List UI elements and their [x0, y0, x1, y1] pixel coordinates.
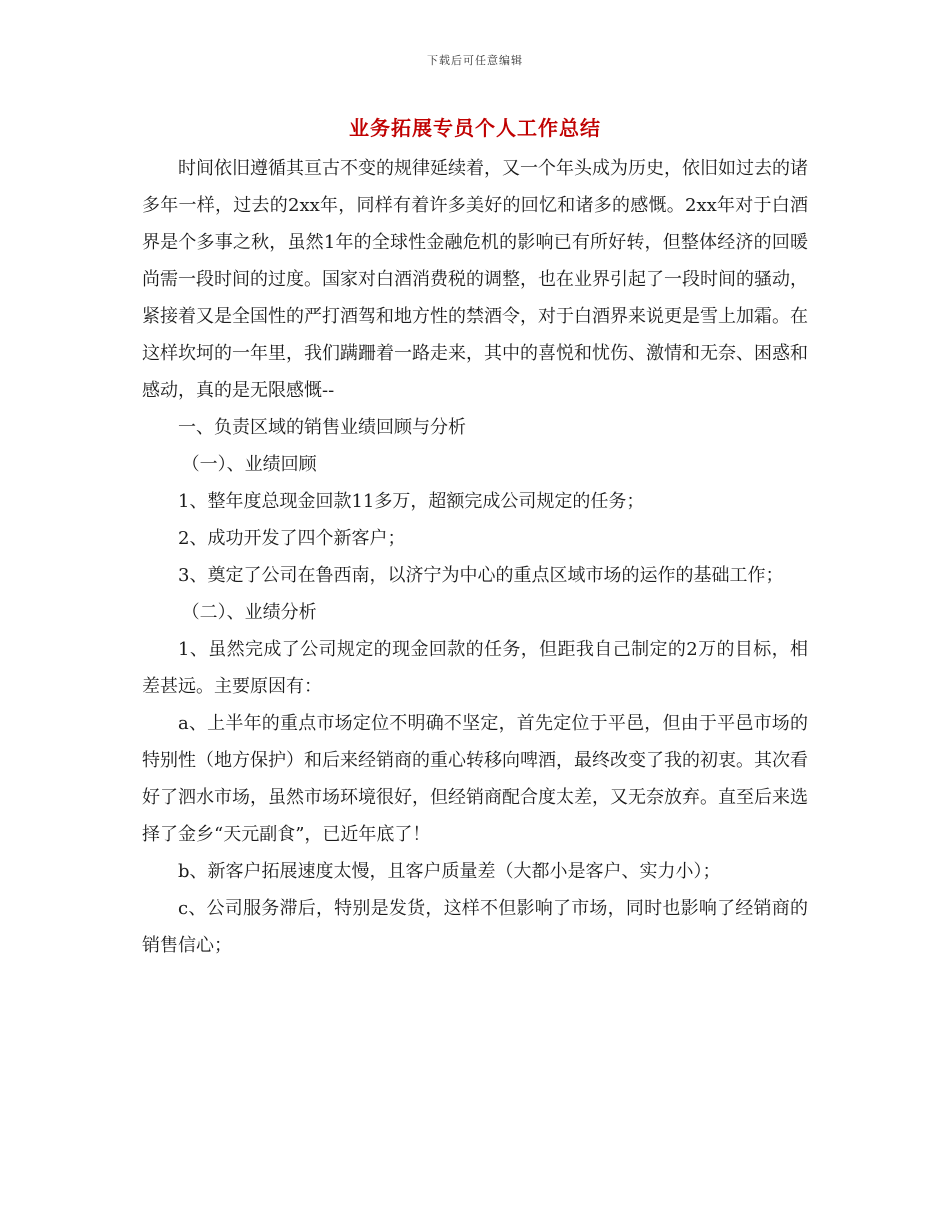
reason-paragraph: c、公司服务滞后，特别是发货，这样不但影响了市场，同时也影响了经销商的销售信心； — [142, 898, 808, 956]
intro-paragraph: 时间依旧遵循其亘古不变的规律延续着，又一个年头成为历史，依旧如过去的诸多年一样，过去的2xx年，同样有着许多美好的回忆和诸多的感慨。2xx年对于白酒界是个多事之秋，虽然1年的全球性金融危机的影响已有所好转，但整体经济的回暖尚需一段时间的过度。国家对白酒消费税的调整，也在业界引起了一段时间的骚动，紧接着又是全国性的严打酒驾和地方性的禁酒令，对于白酒界来说更是雪上加霜。在这样坎坷的一年里，我们蹒跚着一路走来，其中的喜悦和忧伤、激情和无奈、困惑和感动，真的是无限感慨-- — [142, 158, 808, 401]
document-title: 业务拓展专员个人工作总结 — [349, 116, 601, 140]
subsection-heading: （一）、业绩回顾 — [181, 454, 317, 475]
list-item: 1、虽然完成了公司规定的现金回款的任务，但距我自己制定的2万的目标，相差甚远。主要原因有： — [142, 639, 808, 697]
list-item: 3、奠定了公司在鲁西南，以济宁为中心的重点区域市场的运作的基础工作； — [178, 565, 784, 586]
section-heading: 一、负责区域的销售业绩回顾与分析 — [178, 417, 466, 438]
reason-paragraph: b、新客户拓展速度太慢，且客户质量差（大都小是客户、实力小）； — [178, 861, 721, 882]
document-body — [142, 150, 808, 964]
subsection-heading: （二）、业绩分析 — [181, 602, 317, 623]
page-header-note: 下载后可任意编辑 — [427, 54, 523, 67]
list-item: 1、整年度总现金回款11多万，超额完成公司规定的任务； — [178, 491, 645, 512]
list-item: 2、成功开发了四个新客户； — [178, 528, 406, 549]
reason-paragraph: a、上半年的重点市场定位不明确不坚定，首先定位于平邑，但由于平邑市场的特别性（地方保护）和后来经销商的重心转移向啤酒，最终改变了我的初衷。其次看好了泗水市场，虽然市场环境很好，但经销商配合度太差，又无奈放弃。直至后来选择了金乡“天元副食”，已近年底了！ — [142, 713, 808, 845]
